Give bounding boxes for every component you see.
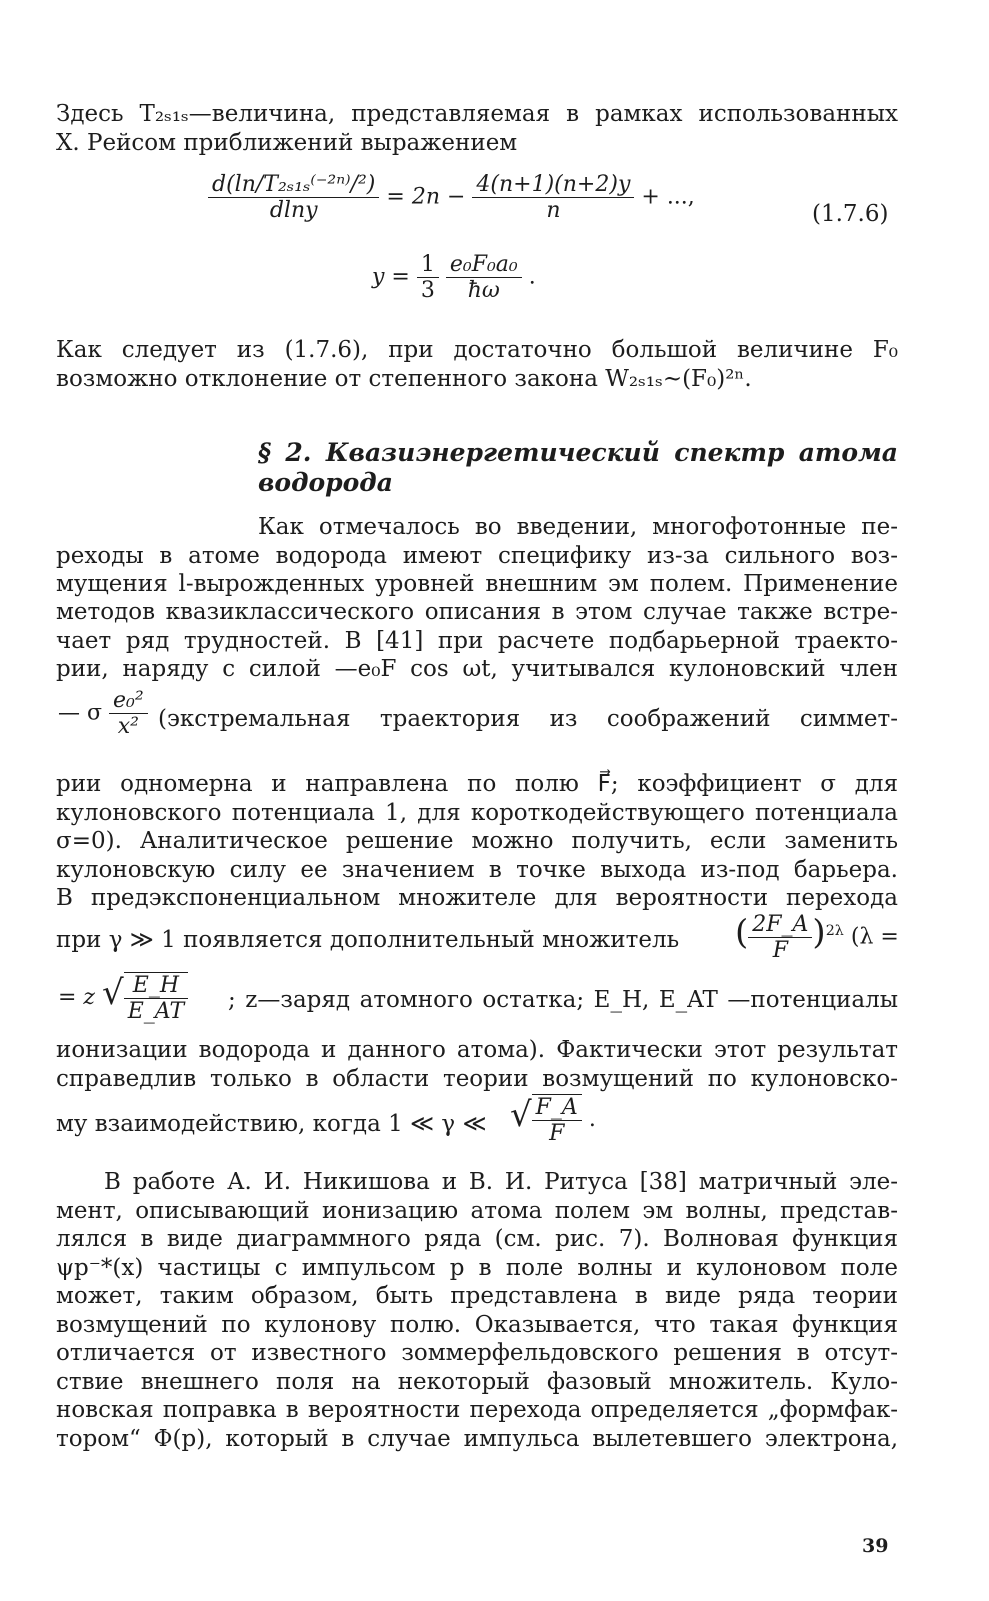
eq-y-frac1-den: 3 [420,278,435,303]
text-line: В работе А. И. Никишова и В. И. Ритуса [38] матричный эле- [104,1169,898,1195]
eq-y-lhs: y = [372,264,410,290]
text-line: рии одномерна и направлена по полю F⃗; коэффициент σ для [56,771,898,797]
text-line: Как отмечалось во введении, многофотонные пе- [258,514,898,540]
eq-middle: = 2n − [386,184,466,210]
eq-lhs-denominator: dlny [269,198,318,223]
text-line: тором“ Φ(p), который в случае импульса вылетевшего электрона, [56,1426,898,1452]
z-prefix: = z [58,985,96,1010]
text-line: му взаимодействию, когда 1 ≪ γ ≪ [56,1111,487,1137]
eq-y-frac2-den: ħω [467,278,500,303]
z-sqrt-den: E_AT [127,999,185,1024]
text-line: может, таким образом, быть представлена в виде ряда теории [56,1283,898,1309]
text-line: методов квазиклассического описания в этом случае также встре- [56,599,898,625]
section-heading [258,438,898,498]
text-line: ; z—заряд атомного остатка; E_H, E_AT —потенциалы [228,987,898,1013]
text-line: новская поправка в вероятности перехода определяется „формфак- [56,1397,898,1423]
gamma-tail: (λ = [850,924,899,950]
coulomb-num: e₀² [109,688,148,714]
coulomb-den: x² [117,714,139,739]
heading-line-1: § 2. Квазиэнергетический спектр атома [258,438,898,467]
page-number: 39 [862,1535,889,1557]
text-line: Х. Рейсом приближений выражением [56,130,518,156]
text-line: Как следует из (1.7.6), при достаточно большой величине F₀ [56,337,898,363]
text-line: Здесь T₂ₛ₁ₛ—величина, представляемая в рамках использованных [56,101,898,127]
gamma-factor-den: F [772,938,788,963]
text-line: ψp⁻*(x) частицы с импульсом p в поле волны и кулоновом поле [56,1255,898,1281]
interaction-tail: . [588,1107,596,1132]
equation-number: (1.7.6) [812,201,889,227]
coulomb-term [58,688,148,739]
coulomb-prefix: — σ [58,700,103,726]
heading-line-2: водорода [258,468,393,497]
text-line: реходы в атоме водорода имеют специфику из-за сильного воз- [56,543,898,569]
eq-y-frac1-num: 1 [417,252,439,278]
eq-y-frac2-num: e₀F₀a₀ [446,252,522,278]
text-line: мущения l-вырожденных уровней внешним эм полем. Применение [56,571,898,597]
eq-y-tail: . [528,264,536,290]
text-line: справедлив только в области теории возмущений по кулоновско- [56,1066,898,1092]
text-line: рии, наряду с силой —e₀F cos ωt, учитывался кулоновский член [56,656,898,682]
interaction-sqrt: √ $\frac{F\_A}{F}$ . [510,1095,596,1146]
eq-tail: + ..., [641,184,695,210]
text-line: σ=0). Аналитическое решение можно получить, если заменить [56,828,898,854]
interaction-sqrt-num: F_A [532,1095,582,1121]
equation-y [372,252,536,303]
z-sqrt: = z √ $\frac{E\_H}{E\_AT}$ [58,972,188,1024]
text-line: лялся в виде диаграммного ряда (см. рис. 7). Волновая функция [56,1226,898,1252]
equation-1-7-6 [208,172,695,223]
text-line: кулоновскую силу ее значением в точке выхода из-под барьера. [56,857,898,883]
text-line: возможно отклонение от степенного закона W₂ₛ₁ₛ~(F₀)²ⁿ. [56,366,752,392]
gamma-exp: 2λ [825,923,844,940]
text-line: при γ ≫ 1 появляется дополнительный множитель [56,927,680,953]
eq-rhs-denominator: n [546,198,561,223]
eq-lhs-numerator: d(ln/T₂ₛ₁ₛ⁽⁻²ⁿ⁾/²) [208,172,379,198]
gamma-factor: ( $\frac{2F\_A}{F}$ )$^{2\lambda}$ (λ = [735,912,899,963]
text-line: чает ряд трудностей. В [41] при расчете подбарьерной траекто- [56,628,898,654]
gamma-factor-num: 2F_A [748,912,812,938]
z-sqrt-num: E_H [124,973,188,999]
eq-rhs-numerator: 4(n+1)(n+2)y [472,172,634,198]
text-line: ствие внешнего поля на некоторый фазовый множитель. Куло- [56,1369,898,1395]
text-line: возмущений по кулонову полю. Оказывается, что такая функция [56,1312,898,1338]
text-line: мент, описывающий ионизацию атома полем эм волны, представ- [56,1198,898,1224]
text-line: ионизации водорода и данного атома). Фактически этот результат [56,1037,898,1063]
text-line: В предэкспоненциальном множителе для вероятности перехода [56,885,898,911]
text-line: отличается от известного зоммерфельдовского решения в отсут- [56,1340,898,1366]
text-line: (экстремальная траектория из соображений симмет- [158,706,898,732]
interaction-sqrt-den: F [549,1121,565,1146]
text-line: кулоновского потенциала 1, для короткодействующего потенциала [56,800,898,826]
